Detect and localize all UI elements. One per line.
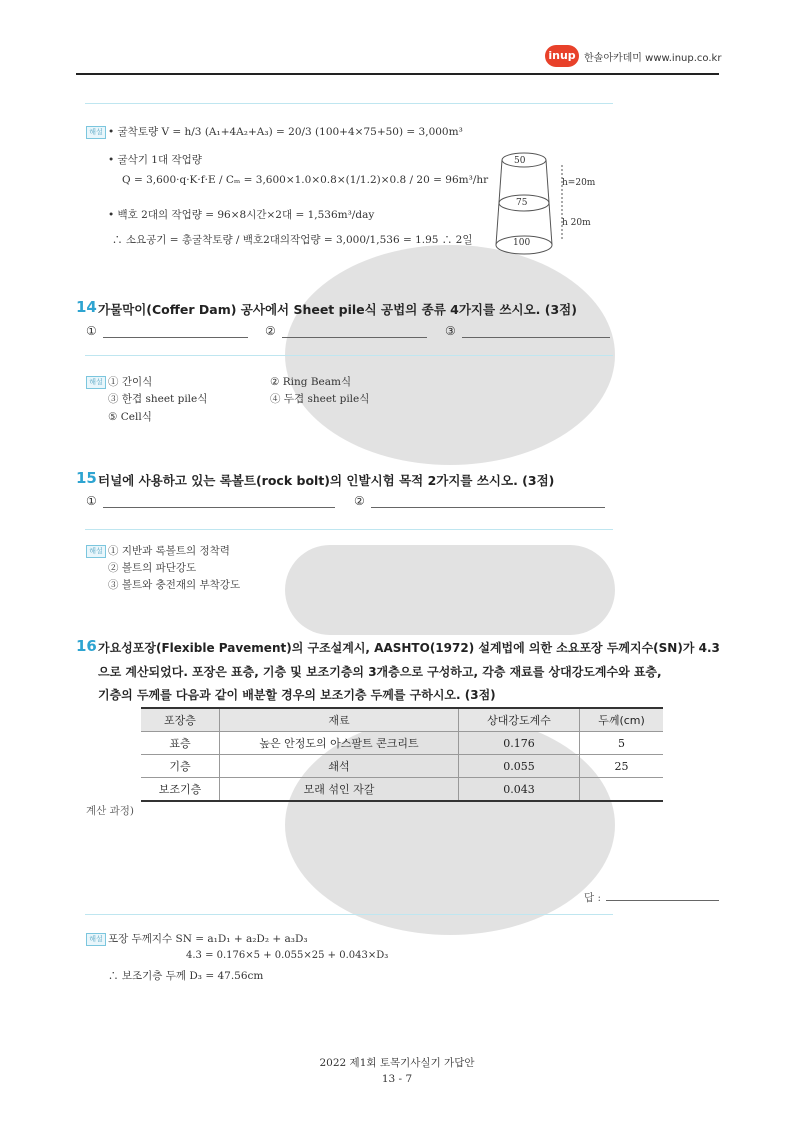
q16-number: 16 [76,637,97,655]
q16-question-l1: 가요성포장(Flexible Pavement)의 구조설계시, AASHTO(1972) 설계법에 의한 소요포장 두께지수(SN)가 4.3 [98,641,720,655]
table-cell: 0.176 [459,732,580,755]
table-header: 포장층 [141,708,220,732]
page-number: 13 - 7 [381,1073,413,1085]
table-cell: 5 [580,732,664,755]
q14-answer-2: ② Ring Beam식 [270,376,352,388]
q14-answer-1: ① 간이식 [108,376,153,388]
divider [85,355,613,356]
calc-label: 계산 과정) [86,805,135,817]
fig-mid: 75 [516,198,528,208]
pavement-table [141,707,663,802]
table-cell [580,778,664,802]
q16-solution-2: 4.3 = 0.176×5 + 0.055×25 + 0.043×D₃ [186,950,389,961]
q14-question: 가물막이(Coffer Dam) 공사에서 Sheet pile식 공법의 종류 4가지를 쓰시오. (3점) [98,302,577,317]
q14-blank1-mark: ① [86,324,97,338]
header-rule [76,73,719,75]
fig-h1: h=20m [562,178,596,188]
table-cell: 25 [580,755,664,778]
table-cell: 기층 [141,755,220,778]
table-row [141,778,663,802]
q13-line2: • 굴삭기 1대 작업량 [108,154,202,166]
answer-tag: 해설 [86,933,106,946]
q14-answer-4: ④ 두겹 sheet pile식 [270,393,370,405]
table-header: 재료 [220,708,459,732]
table-cell: 쇄석 [220,755,459,778]
table-row [141,732,663,755]
answer-blank[interactable] [606,900,719,901]
q16-solution-3: ∴ 보조기층 두께 D₃ = 47.56cm [108,970,264,982]
q15-answer-2: ② 볼트의 파단강도 [108,562,197,574]
q16-solution-1: 포장 두께지수 SN = a₁D₁ + a₂D₂ + a₃D₃ [108,933,308,945]
answer-label: 답 : [584,892,602,904]
answer-tag: 해설 [86,545,106,558]
table-cell: 보조기층 [141,778,220,802]
fig-h2: h 20m [562,218,591,228]
table-cell: 0.043 [459,778,580,802]
answer-tag: 해설 [86,126,106,139]
excavation-figure [492,150,612,260]
q15-answer-3: ③ 볼트와 충전재의 부착강도 [108,579,241,591]
q16-question-l2: 으로 계산되었다. 포장은 표층, 기층 및 보조기층의 3개층으로 구성하고, 각층 재료를 상대강도계수와 표층, [98,665,662,679]
q16-question-l3: 기층의 두께를 다음과 같이 배분할 경우의 보조기층 두께를 구하시오. (3점) [98,688,496,702]
divider [85,103,613,104]
q14-answer-5: ⑤ Cell식 [108,411,152,423]
table-cell: 표층 [141,732,220,755]
table-cell: 0.055 [459,755,580,778]
table-row [141,755,663,778]
table-header: 상대강도계수 [459,708,580,732]
fig-bot: 100 [513,238,531,248]
q13-line5: ∴ 소요공기 = 총굴착토량 / 백호2대의작업량 = 3,000/1,536 = 1.95 ∴ 2일 [112,234,473,246]
inup-watermark [285,245,615,935]
q15-answer-1: ① 지반과 록볼트의 정착력 [108,545,230,557]
q15-blank2-mark: ② [354,494,365,508]
divider [85,914,613,915]
q15-blank1[interactable] [103,507,335,508]
footer-title: 2022 제1회 토목기사실기 가답안 [319,1057,475,1069]
brand-text: 한솔아카데미 www.inup.co.kr [584,53,722,64]
q14-answer-3: ③ 한겹 sheet pile식 [108,393,208,405]
table-cell: 모래 섞인 자갈 [220,778,459,802]
answer-tag: 해설 [86,376,106,389]
table-header: 두께(cm) [580,708,664,732]
q14-number: 14 [76,298,97,316]
q14-blank2[interactable] [282,337,427,338]
table-cell: 높은 안정도의 아스팔트 콘크리트 [220,732,459,755]
q15-number: 15 [76,469,97,487]
q14-blank3-mark: ③ [445,324,456,338]
q14-blank3[interactable] [462,337,610,338]
divider [85,529,613,530]
q13-line1: • 굴착토량 V = h/3 (A₁+4A₂+A₃) = 20/3 (100+4×75+50) = 3,000m³ [108,126,463,138]
q13-line3: Q = 3,600·q·K·f·E / Cₘ = 3,600×1.0×0.8×(1/1.2)×0.8 / 20 = 96m³/hr [122,174,489,186]
inup-logo: inup [545,45,579,67]
q15-blank2[interactable] [371,507,605,508]
q14-blank2-mark: ② [265,324,276,338]
q15-question: 터널에 사용하고 있는 록볼트(rock bolt)의 인발시험 목적 2가지를 쓰시오. (3점) [98,473,555,488]
table-header-row [141,708,663,732]
q13-line4: • 백호 2대의 작업량 = 96×8시간×2대 = 1,536m³/day [108,209,375,221]
fig-top: 50 [514,156,526,166]
q14-blank1[interactable] [103,337,248,338]
q15-blank1-mark: ① [86,494,97,508]
